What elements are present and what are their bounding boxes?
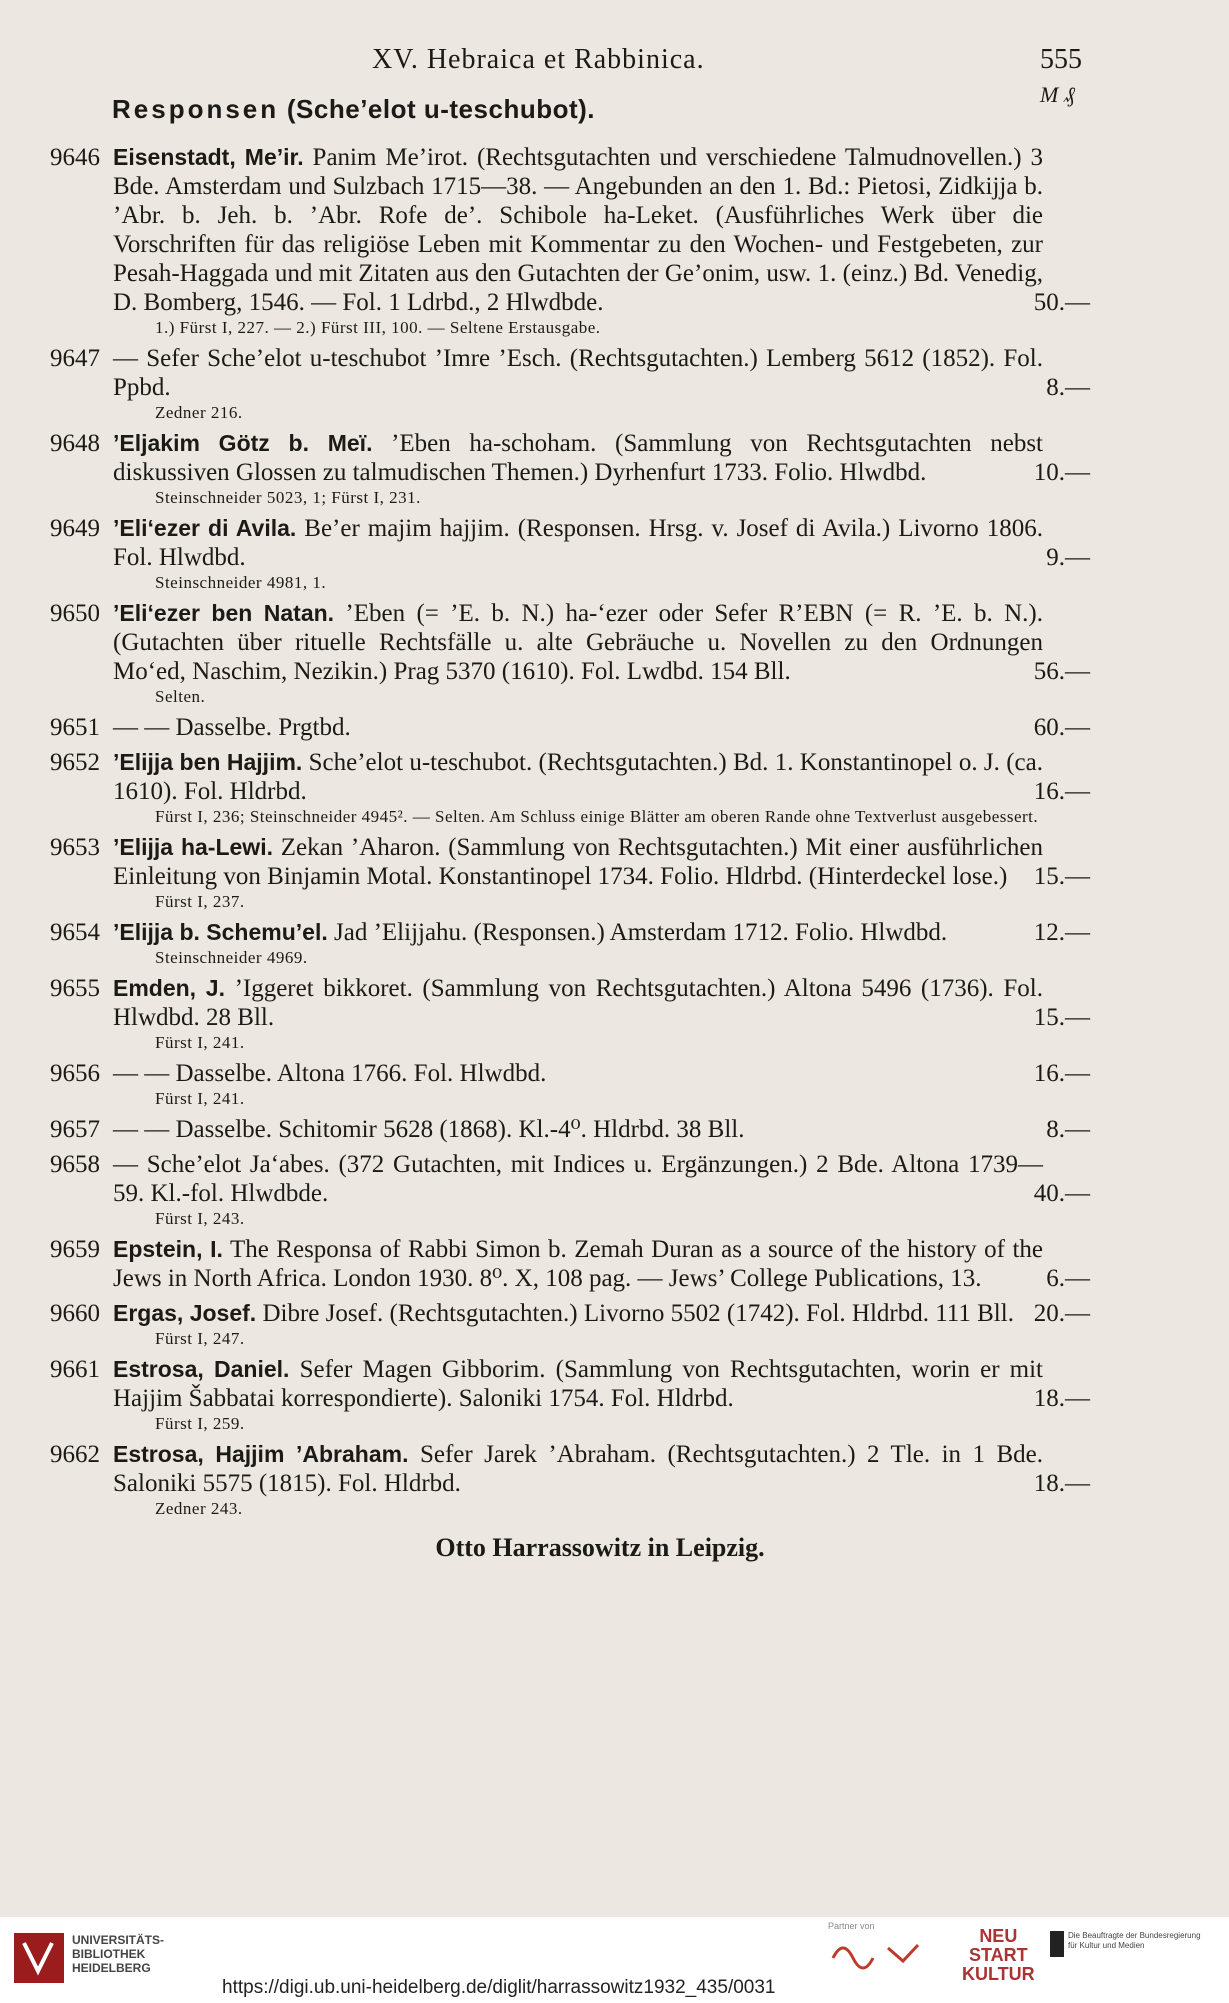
federal-eagle-icon [1050, 1931, 1064, 1957]
entry-number: 9659 [50, 1236, 100, 1263]
entry-number: 9646 [50, 144, 100, 171]
library-name [72, 1933, 164, 1975]
entry-price: 18.— [1033, 1385, 1090, 1412]
entry-number: 9651 [50, 714, 100, 741]
entry-price: 16.— [1033, 1060, 1090, 1087]
entry-description: — — Dasselbe. Prgtbd. [113, 714, 351, 741]
bkm-line: Die Beauftragte der Bundesregierung [1068, 1931, 1201, 1940]
entry-number: 9653 [50, 834, 100, 861]
entry-main [50, 748, 1090, 806]
catalog-entry [50, 1150, 1090, 1229]
catalog-entry [50, 748, 1090, 827]
library-name-line: UNIVERSITÄTS- [72, 1933, 165, 1947]
neustart-kultur-logo [962, 1927, 1035, 1984]
entry-text [113, 1440, 1043, 1498]
entry-reference: Selten. [155, 687, 206, 706]
entry-reference: Steinschneider 4969. [155, 948, 308, 967]
header-title: XV. Hebraica et Rabbinica. [372, 44, 705, 75]
bkm-line: für Kultur und Medien [1068, 1941, 1145, 1950]
entry-number: 9661 [50, 1356, 100, 1383]
entry-description: — — Dasselbe. Schitomir 5628 (1868). Kl.-4⁰. Hldrbd. 38 Bll. [113, 1116, 745, 1143]
entry-text [113, 1059, 1043, 1088]
entry-author: ’Eli‘ezer di Avila. [113, 515, 297, 541]
entry-text [113, 713, 1043, 742]
entry-number: 9652 [50, 749, 100, 776]
digitization-footer [0, 1917, 1229, 2003]
catalog-entry [50, 918, 1090, 968]
entry-reference: 1.) Fürst I, 227. — 2.) Fürst III, 100. — Seltene Erstausgabe. [155, 318, 601, 337]
entry-text [113, 599, 1043, 686]
entry-text [113, 1355, 1043, 1413]
library-name-line: BIBLIOTHEK [72, 1947, 146, 1961]
section-title-sub: (Sche’elot u-teschubot). [286, 94, 596, 124]
partner-label: Partner von [828, 1921, 875, 1931]
entry-text [113, 344, 1043, 402]
entry-number: 9660 [50, 1300, 100, 1327]
university-library-logo-icon [12, 1931, 66, 1985]
entry-price: 15.— [1033, 1004, 1090, 1031]
catalog-entry [50, 429, 1090, 508]
entry-author: Estrosa, Daniel. [113, 1356, 290, 1382]
entry-description: Sefer Jarek ’Abraham. (Rechtsgutachten.) 2 Tle. in 1 Bde. Saloniki 5575 (1815). Fol. Hldrbd. [113, 1441, 1043, 1497]
entry-price: 6.— [1046, 1265, 1090, 1292]
entry-number: 9650 [50, 600, 100, 627]
publisher-line: Otto Harrassowitz in Leipzig. [435, 1533, 765, 1562]
source-url[interactable]: https://digi.ub.uni-heidelberg.de/diglit/harrassowitz1932_435/0031 [222, 1977, 776, 1998]
entry-price: 16.— [1033, 778, 1090, 805]
entry-main [50, 1115, 1090, 1144]
entry-author: ’Eljakim Götz b. Meï. [113, 430, 373, 456]
section-title-main: Responsen [112, 94, 280, 124]
entry-main [50, 1440, 1090, 1498]
entry-reference: Fürst I, 247. [155, 1329, 245, 1348]
entry-number: 9657 [50, 1116, 100, 1143]
catalog-entry [50, 514, 1090, 593]
entry-text [113, 1150, 1043, 1208]
entry-main [50, 344, 1090, 402]
entry-main [50, 1235, 1090, 1293]
entry-price: 20.— [1033, 1300, 1090, 1327]
entry-price: 8.— [1046, 1116, 1090, 1143]
neustart-line: NEU [979, 1926, 1018, 1946]
entry-main [50, 143, 1090, 317]
federal-commissioner-label [1068, 1931, 1201, 1951]
entry-text [113, 514, 1043, 572]
entry-author: Epstein, I. [113, 1236, 223, 1262]
entry-description: ’Eben ha-schoham. (Sammlung von Rechtsgutachten nebst diskussiven Glossen zu talmudischen Themen.) Dyrhenfurt 1733. Folio. Hlwdbd. [113, 430, 1043, 486]
entry-description: — Sefer Sche’elot u-teschubot ’Imre ’Esch. (Rechtsgutachten.) Lemberg 5612 (1852). Fol. Ppbd. [113, 345, 1043, 401]
entry-text [113, 1235, 1043, 1293]
entry-description: ’Iggeret bikkoret. (Sammlung von Rechtsgutachten.) Altona 5496 (1736). Fol. Hlwdbd. 28 Bll. [113, 975, 1043, 1031]
catalog-entry [50, 599, 1090, 707]
entry-main [50, 599, 1090, 686]
partner-logo-icon [828, 1933, 938, 1973]
entry-text [113, 748, 1043, 806]
entry-description: — Sche’elot Ja‘abes. (372 Gutachten, mit Indices u. Ergänzungen.) 2 Bde. Altona 1739—59. Kl.-fol. Hlwdbde. [113, 1151, 1043, 1207]
catalog-entry [50, 1440, 1090, 1519]
entry-author: Estrosa, Hajjim ’Abraham. [113, 1441, 409, 1467]
neustart-line: START [968, 1945, 1028, 1965]
entry-reference: Fürst I, 236; Steinschneider 4945². — Selten. Am Schluss einige Blätter am oberen Rande ohne Textverlust ausgebessert. [155, 807, 1039, 826]
entry-reference: Fürst I, 237. [155, 892, 245, 911]
entry-main [50, 918, 1090, 947]
entry-main [50, 429, 1090, 487]
entry-reference: Zedner 216. [155, 403, 243, 422]
page-content [50, 36, 1090, 1563]
entry-author: ’Elijja ben Hajjim. [113, 749, 303, 775]
entry-description: The Responsa of Rabbi Simon b. Zemah Duran as a source of the history of the Jews in North Africa. London 1930. 8⁰. X, 108 pag. — Jews’ College Publications, 13. [113, 1236, 1043, 1292]
catalog-entry [50, 143, 1090, 338]
catalog-entry [50, 974, 1090, 1053]
entry-price: 50.— [1033, 289, 1090, 316]
running-header [50, 36, 1090, 107]
section-title [112, 94, 1090, 125]
entry-description: Sefer Magen Gibborim. (Sammlung von Rechtsgutachten, worin er mit Hajjim Šabbatai korrespondierte). Saloniki 1754. Fol. Hldrbd. [113, 1356, 1043, 1412]
entry-price: 56.— [1033, 658, 1090, 685]
entry-description: Jad ’Elijjahu. (Responsen.) Amsterdam 1712. Folio. Hlwdbd. [327, 919, 948, 946]
entry-price: 15.— [1033, 863, 1090, 890]
entry-main [50, 974, 1090, 1032]
entry-main [50, 1355, 1090, 1413]
catalog-entry [50, 1059, 1090, 1109]
entry-main [50, 833, 1090, 891]
entry-reference: Fürst I, 259. [155, 1414, 245, 1433]
entry-author: ’Elijja ha-Lewi. [113, 834, 273, 860]
entry-price: 60.— [1033, 714, 1090, 741]
entry-description: Sche’elot u-teschubot. (Rechtsgutachten.) Bd. 1. Konstantinopel o. J. (ca. 1610). Fol. Hldrbd. [113, 749, 1043, 805]
neustart-line: KULTUR [962, 1964, 1035, 1984]
library-name-line: HEIDELBERG [72, 1961, 151, 1975]
entry-number: 9648 [50, 430, 100, 457]
entry-main [50, 713, 1090, 742]
catalog-entry [50, 713, 1090, 742]
currency-note: M ₰ [1040, 82, 1075, 107]
catalog-entry [50, 344, 1090, 423]
entry-description: Dibre Josef. (Rechtsgutachten.) Livorno 5502 (1742). Fol. Hldrbd. 111 Bll. [256, 1300, 1014, 1327]
entry-main [50, 514, 1090, 572]
entry-number: 9655 [50, 975, 100, 1002]
catalog-entry [50, 1299, 1090, 1349]
entry-price: 8.— [1046, 374, 1090, 401]
entry-price: 18.— [1033, 1470, 1090, 1497]
entry-number: 9658 [50, 1151, 100, 1178]
catalog-entry [50, 833, 1090, 912]
entry-main [50, 1299, 1090, 1328]
entry-number: 9656 [50, 1060, 100, 1087]
entry-author: Eisenstadt, Me’ir. [113, 144, 304, 170]
entry-main [50, 1059, 1090, 1088]
entry-text [113, 1115, 1043, 1144]
entry-text [113, 833, 1043, 891]
entry-number: 9647 [50, 345, 100, 372]
entry-number: 9649 [50, 515, 100, 542]
entry-description: Be’er majim hajjim. (Responsen. Hrsg. v. Josef di Avila.) Livorno 1806. Fol. Hlwdbd. [113, 515, 1043, 571]
entry-price: 40.— [1033, 1180, 1090, 1207]
entry-text [113, 1299, 1043, 1328]
entry-author: ’Eli‘ezer ben Natan. [113, 600, 335, 626]
entry-text [113, 974, 1043, 1032]
entry-text [113, 429, 1043, 487]
entry-reference: Fürst I, 241. [155, 1089, 245, 1108]
entry-price: 12.— [1033, 919, 1090, 946]
entry-text [113, 918, 1043, 947]
entry-reference: Zedner 243. [155, 1499, 243, 1518]
entry-reference: Steinschneider 5023, 1; Fürst I, 231. [155, 488, 421, 507]
entry-description: — — Dasselbe. Altona 1766. Fol. Hlwdbd. [113, 1060, 547, 1087]
entry-description: Zekan ’Aharon. (Sammlung von Rechtsgutachten.) Mit einer ausführlichen Einleitung von Binjamin Motal. Konstantinopel 1734. Folio. Hldrbd. (Hinterdeckel lose.) [113, 834, 1044, 890]
entry-text [113, 143, 1043, 317]
entry-description: Panim Me’irot. (Rechtsgutachten und verschiedene Talmudnovellen.) 3 Bde. Amsterdam und Sulzbach 1715—38. — Angebunden an den 1. Bd.: Pietosi, Zidkijja b. ’Abr. b. Jeh. b. ’Abr. Rofe de’. Schibole ha-Leket. (Ausführliches Werk über die Vorschriften für das religiöse Leben mit Kommentar zu den Wochen- und Festgebeten, zur Pesah-Haggada und mit Zitaten aus den Gutachten der Ge’onim, usw. 1. (einz.) Bd. Venedig, D. Bomberg, 1546. — Fol. 1 Ldrbd., 2 Hlwdbde. [113, 144, 1043, 316]
entry-author: ’Elijja b. Schemu’el. [113, 919, 328, 945]
entry-author: Ergas, Josef. [113, 1300, 257, 1326]
entry-author: Emden, J. [113, 975, 225, 1001]
entry-number: 9662 [50, 1441, 100, 1468]
entry-number: 9654 [50, 919, 100, 946]
entry-price: 9.— [1046, 544, 1090, 571]
entry-reference: Fürst I, 243. [155, 1209, 245, 1228]
catalog-entry [50, 1115, 1090, 1144]
entry-list [50, 143, 1090, 1519]
page-number: 555 [1040, 44, 1082, 75]
entry-reference: Fürst I, 241. [155, 1033, 245, 1052]
entry-reference: Steinschneider 4981, 1. [155, 573, 327, 592]
entry-main [50, 1150, 1090, 1208]
entry-price: 10.— [1033, 459, 1090, 486]
entry-description: ’Eben (= ’E. b. N.) ha-‘ezer oder Sefer R’EBN (= R. ’E. b. N.). (Gutachten über rituelle Rechtsfälle u. alte Gebräuche u. Novellen zu den Ordnungen Mo‘ed, Naschim, Nezikin.) Prag 5370 (1610). Fol. Lwdbd. 154 Bll. [113, 600, 1043, 685]
catalog-entry [50, 1235, 1090, 1293]
catalog-entry [50, 1355, 1090, 1434]
